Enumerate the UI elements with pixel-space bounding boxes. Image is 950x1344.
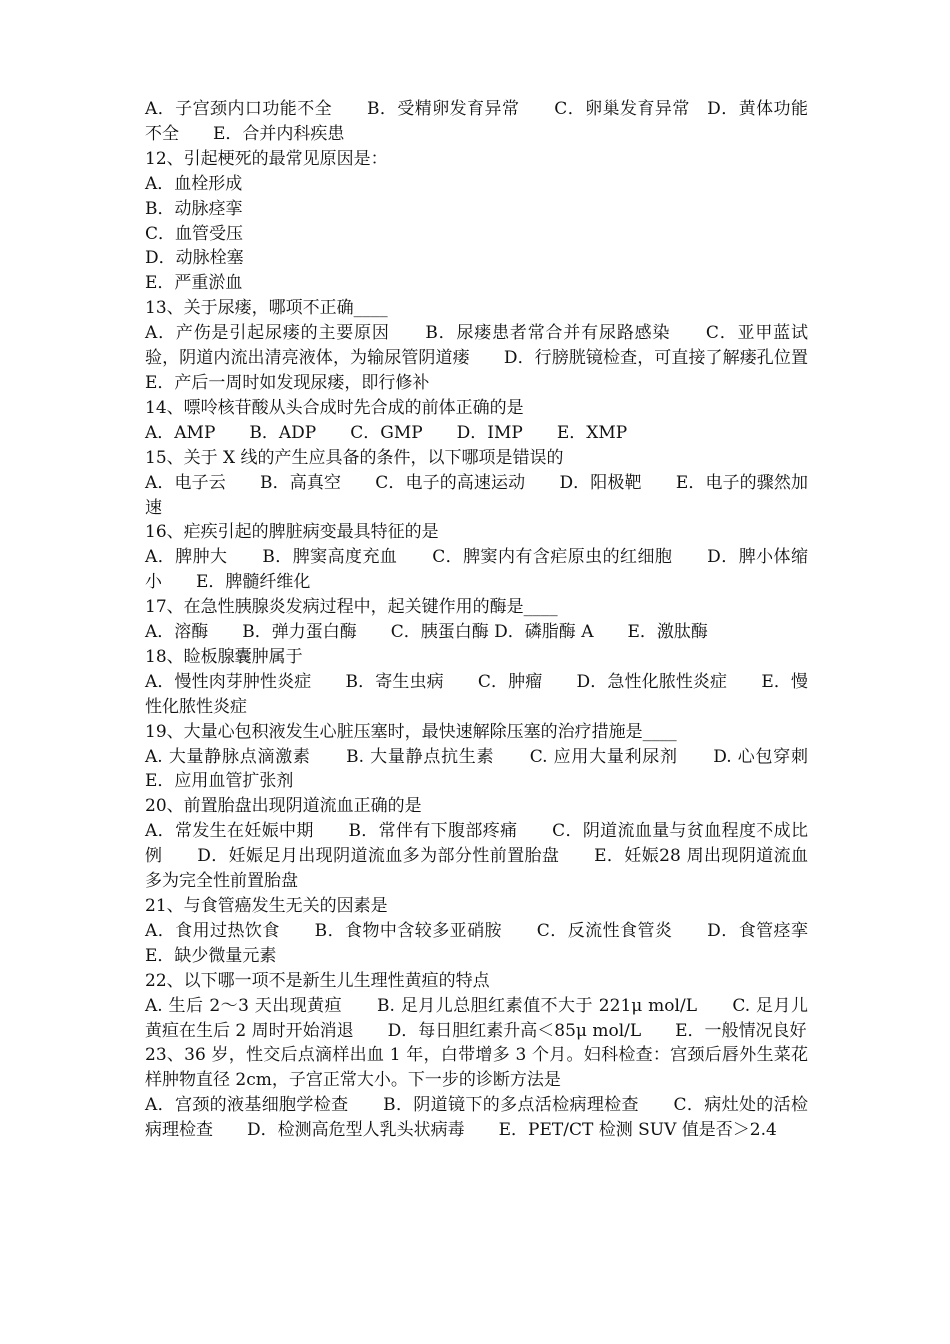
question-13: 13、关于尿瘘，哪项不正确____ <box>145 298 388 319</box>
answer-options-q21: A．食用过热饮食 B．食物中含较多亚硝胺 C．反流性食管炎 D．食管痉挛 E．缺少微量元素 <box>145 920 842 966</box>
question-14: 14、嘌呤核苷酸从头合成时先合成的前体正确的是 <box>145 397 524 418</box>
option-12e: E．严重淤血 <box>145 273 243 294</box>
answer-options-q15: A．电子云 B．高真空 C．电子的高速运动 D．阳极靶 E．电子的骤然加速 <box>145 472 808 518</box>
question-22: 22、以下哪一项不是新生儿生理性黄疸的特点 <box>145 970 490 991</box>
document-body <box>145 97 842 1143</box>
answer-options-q19: A. 大量静脉点滴激素 B. 大量静点抗生素 C. 应用大量利尿剂 D. 心包穿刺 E．应用血管扩张剂 <box>145 746 842 792</box>
question-19: 19、大量心包积液发生心脏压塞时，最快速解除压塞的治疗措施是____ <box>145 721 677 742</box>
question-17: 17、在急性胰腺炎发病过程中，起关键作用的酶是____ <box>145 597 558 618</box>
answer-options-q18: A．慢性肉芽肿性炎症 B．寄生虫病 C．肿瘤 D．急性化脓性炎症 E．慢性化脓性炎症 <box>145 671 808 717</box>
option-12d: D．动脉栓塞 <box>145 248 244 269</box>
question-16: 16、疟疾引起的脾脏病变最具特征的是 <box>145 522 439 543</box>
question-18: 18、睑板腺囊肿属于 <box>145 646 303 667</box>
option-12c: C．血管受压 <box>145 223 244 244</box>
answer-options-q22: A. 生后 2～3 天出现黄疸 B. 足月儿总胆红素值不大于 221μ mol/L C. 足月儿黄疸在生后 2 周时开始消退 D．每日胆红素升高＜85μ mol/L E．一般情况良好 <box>145 995 808 1041</box>
option-12b: B．动脉痉挛 <box>145 198 243 219</box>
answer-options-q20: A．常发生在妊娠中期 B．常伴有下腹部疼痛 C．阴道流血量与贫血程度不成比例 D．妊娠足月出现阴道流血多为部分性前置胎盘 E．妊娠28 周出现阴道流血多为完全性前置胎盘 <box>145 821 808 892</box>
answer-options-q14: A．AMP B．ADP C．GMP D．IMP E．XMP <box>145 422 628 443</box>
question-23: 23、36 岁，性交后点滴样出血 1 年，白带增多 3 个月。妇科检查：宫颈后唇外生菜花样肿物直径 2cm，子宫正常大小。下一步的诊断方法是 <box>145 1045 808 1091</box>
answer-options-q13: A．产伤是引起尿瘘的主要原因 B．尿瘘患者常合并有尿路感染 C．亚甲蓝试验，阴道内流出清亮液体，为输尿管阴道瘘 D．行膀胱镜检查，可直接了解瘘孔位置 E．产后一周时如发现尿瘘，即行修补 <box>145 323 842 393</box>
answer-options-q16: A．脾肿大 B．脾窦高度充血 C．脾窦内有含疟原虫的红细胞 D．脾小体缩小 E．脾髓纤维化 <box>145 547 808 593</box>
question-20: 20、前置胎盘出现阴道流血正确的是 <box>145 796 422 817</box>
question-21: 21、与食管癌发生无关的因素是 <box>145 896 388 916</box>
option-12a: A．血栓形成 <box>145 173 243 194</box>
answer-options-q17: A．溶酶 B．弹力蛋白酶 C．胰蛋白酶 D．磷脂酶 A E．激肽酶 <box>145 622 708 643</box>
answer-options-q11: A．子宫颈内口功能不全 B．受精卵发育异常 C．卵巢发育异常 D．黄体功能不全 E．合并内科疾患 <box>145 99 808 144</box>
question-15: 15、关于 X 线的产生应具备的条件，以下哪项是错误的 <box>145 447 564 468</box>
question-12: 12、引起梗死的最常见原因是： <box>145 148 388 169</box>
answer-options-q23: A．宫颈的液基细胞学检查 B．阴道镜下的多点活检病理检查 C．病灶处的活检病理检查 D．检测高危型人乳头状病毒 E．PET/CT 检测 SUV 值是否＞2.4 <box>145 1095 808 1141</box>
